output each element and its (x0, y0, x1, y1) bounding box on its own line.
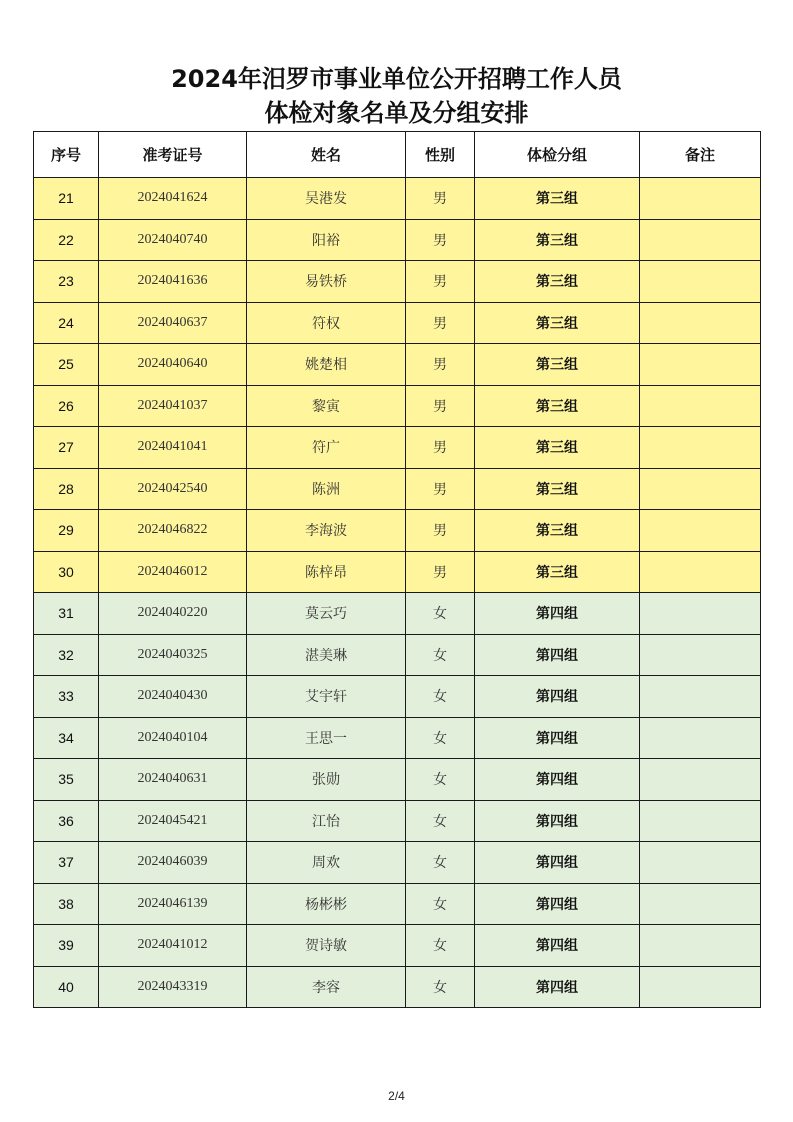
cell-note (640, 966, 761, 1008)
cell-name: 阳裕 (247, 219, 406, 261)
cell-exam-group: 第四组 (475, 676, 640, 718)
table-row (34, 676, 761, 718)
table-row (34, 800, 761, 842)
cell-sex: 男 (406, 344, 475, 386)
medical-exam-roster-table (33, 131, 761, 1008)
table-row (34, 717, 761, 759)
cell-seq: 26 (34, 385, 99, 427)
cell-exam-group: 第三组 (475, 427, 640, 469)
cell-name: 陈洲 (247, 468, 406, 510)
header-name: 姓名 (247, 132, 406, 178)
cell-note (640, 302, 761, 344)
cell-seq: 33 (34, 676, 99, 718)
cell-exam-id: 2024041037 (99, 385, 247, 427)
cell-sex: 男 (406, 178, 475, 220)
cell-seq: 21 (34, 178, 99, 220)
cell-note (640, 925, 761, 967)
cell-exam-id: 2024040631 (99, 759, 247, 801)
cell-exam-group: 第四组 (475, 717, 640, 759)
cell-exam-id: 2024041636 (99, 261, 247, 303)
cell-exam-id: 2024041012 (99, 925, 247, 967)
cell-name: 艾宇轩 (247, 676, 406, 718)
cell-name: 江怡 (247, 800, 406, 842)
cell-seq: 27 (34, 427, 99, 469)
cell-sex: 女 (406, 883, 475, 925)
table-row (34, 966, 761, 1008)
cell-exam-id: 2024045421 (99, 800, 247, 842)
header-seq: 序号 (34, 132, 99, 178)
cell-seq: 38 (34, 883, 99, 925)
cell-exam-id: 2024046822 (99, 510, 247, 552)
cell-note (640, 842, 761, 884)
cell-seq: 23 (34, 261, 99, 303)
cell-seq: 24 (34, 302, 99, 344)
table-row (34, 468, 761, 510)
cell-exam-id: 2024040640 (99, 344, 247, 386)
cell-exam-id: 2024040220 (99, 593, 247, 635)
table-body (34, 178, 761, 1008)
cell-note (640, 178, 761, 220)
cell-sex: 女 (406, 717, 475, 759)
cell-seq: 28 (34, 468, 99, 510)
cell-exam-id: 2024043319 (99, 966, 247, 1008)
document-title-line-2: 体检对象名单及分组安排 (264, 99, 529, 127)
cell-name: 莫云巧 (247, 593, 406, 635)
cell-exam-id: 2024040637 (99, 302, 247, 344)
cell-note (640, 427, 761, 469)
cell-note (640, 759, 761, 801)
table-row (34, 385, 761, 427)
table-row (34, 510, 761, 552)
cell-exam-group: 第三组 (475, 468, 640, 510)
table-row (34, 593, 761, 635)
cell-exam-group: 第三组 (475, 385, 640, 427)
cell-exam-id: 2024040740 (99, 219, 247, 261)
cell-note (640, 593, 761, 635)
cell-sex: 男 (406, 302, 475, 344)
cell-exam-group: 第三组 (475, 302, 640, 344)
page-number: 2/4 (388, 1089, 405, 1103)
cell-seq: 39 (34, 925, 99, 967)
table-row (34, 219, 761, 261)
cell-sex: 女 (406, 925, 475, 967)
table-row (34, 261, 761, 303)
cell-exam-group: 第三组 (475, 551, 640, 593)
cell-sex: 男 (406, 551, 475, 593)
cell-exam-id: 2024046039 (99, 842, 247, 884)
cell-seq: 32 (34, 634, 99, 676)
cell-exam-group: 第四组 (475, 883, 640, 925)
table-row (34, 178, 761, 220)
cell-seq: 35 (34, 759, 99, 801)
cell-exam-group: 第四组 (475, 800, 640, 842)
cell-name: 贺诗敏 (247, 925, 406, 967)
table-row (34, 551, 761, 593)
cell-seq: 36 (34, 800, 99, 842)
cell-sex: 女 (406, 800, 475, 842)
cell-name: 李容 (247, 966, 406, 1008)
cell-exam-group: 第四组 (475, 925, 640, 967)
table-row (34, 842, 761, 884)
cell-name: 黎寅 (247, 385, 406, 427)
cell-exam-group: 第三组 (475, 344, 640, 386)
cell-name: 杨彬彬 (247, 883, 406, 925)
cell-note (640, 385, 761, 427)
cell-name: 陈梓昂 (247, 551, 406, 593)
cell-exam-group: 第四组 (475, 593, 640, 635)
cell-note (640, 468, 761, 510)
cell-name: 易铁桥 (247, 261, 406, 303)
cell-seq: 37 (34, 842, 99, 884)
cell-note (640, 261, 761, 303)
cell-note (640, 883, 761, 925)
cell-note (640, 717, 761, 759)
cell-seq: 31 (34, 593, 99, 635)
cell-seq: 22 (34, 219, 99, 261)
cell-exam-id: 2024040325 (99, 634, 247, 676)
cell-sex: 男 (406, 510, 475, 552)
cell-name: 周欢 (247, 842, 406, 884)
cell-note (640, 510, 761, 552)
header-exam-id: 准考证号 (99, 132, 247, 178)
header-note: 备注 (640, 132, 761, 178)
cell-note (640, 344, 761, 386)
cell-name: 张勋 (247, 759, 406, 801)
cell-exam-group: 第四组 (475, 759, 640, 801)
cell-exam-group: 第四组 (475, 634, 640, 676)
cell-seq: 30 (34, 551, 99, 593)
cell-exam-group: 第三组 (475, 178, 640, 220)
document-title-line-1: 2024年汨罗市事业单位公开招聘工作人员 (171, 65, 622, 93)
cell-seq: 34 (34, 717, 99, 759)
header-sex: 性别 (406, 132, 475, 178)
cell-exam-id: 2024046012 (99, 551, 247, 593)
cell-exam-id: 2024041624 (99, 178, 247, 220)
cell-name: 姚楚相 (247, 344, 406, 386)
cell-note (640, 551, 761, 593)
cell-exam-group: 第三组 (475, 261, 640, 303)
table-header-row (34, 132, 761, 178)
cell-note (640, 634, 761, 676)
table-row (34, 925, 761, 967)
cell-seq: 29 (34, 510, 99, 552)
cell-sex: 男 (406, 427, 475, 469)
cell-note (640, 219, 761, 261)
table-row (34, 759, 761, 801)
cell-sex: 女 (406, 966, 475, 1008)
cell-name: 符权 (247, 302, 406, 344)
cell-sex: 男 (406, 468, 475, 510)
cell-name: 李海波 (247, 510, 406, 552)
header-exam-group: 体检分组 (475, 132, 640, 178)
cell-sex: 女 (406, 842, 475, 884)
cell-exam-id: 2024040104 (99, 717, 247, 759)
cell-name: 吴港发 (247, 178, 406, 220)
cell-sex: 女 (406, 593, 475, 635)
cell-name: 湛美琳 (247, 634, 406, 676)
cell-name: 王思一 (247, 717, 406, 759)
cell-exam-group: 第三组 (475, 219, 640, 261)
cell-exam-group: 第三组 (475, 510, 640, 552)
cell-sex: 男 (406, 219, 475, 261)
cell-seq: 40 (34, 966, 99, 1008)
cell-sex: 女 (406, 676, 475, 718)
cell-sex: 男 (406, 385, 475, 427)
cell-sex: 男 (406, 261, 475, 303)
cell-note (640, 676, 761, 718)
cell-exam-id: 2024040430 (99, 676, 247, 718)
cell-exam-id: 2024042540 (99, 468, 247, 510)
table-row (34, 427, 761, 469)
cell-name: 符广 (247, 427, 406, 469)
table-row (34, 634, 761, 676)
cell-exam-group: 第四组 (475, 842, 640, 884)
cell-exam-id: 2024046139 (99, 883, 247, 925)
cell-sex: 女 (406, 634, 475, 676)
cell-exam-id: 2024041041 (99, 427, 247, 469)
cell-exam-group: 第四组 (475, 966, 640, 1008)
cell-note (640, 800, 761, 842)
table-row (34, 344, 761, 386)
cell-sex: 女 (406, 759, 475, 801)
cell-seq: 25 (34, 344, 99, 386)
table-row (34, 302, 761, 344)
table-row (34, 883, 761, 925)
